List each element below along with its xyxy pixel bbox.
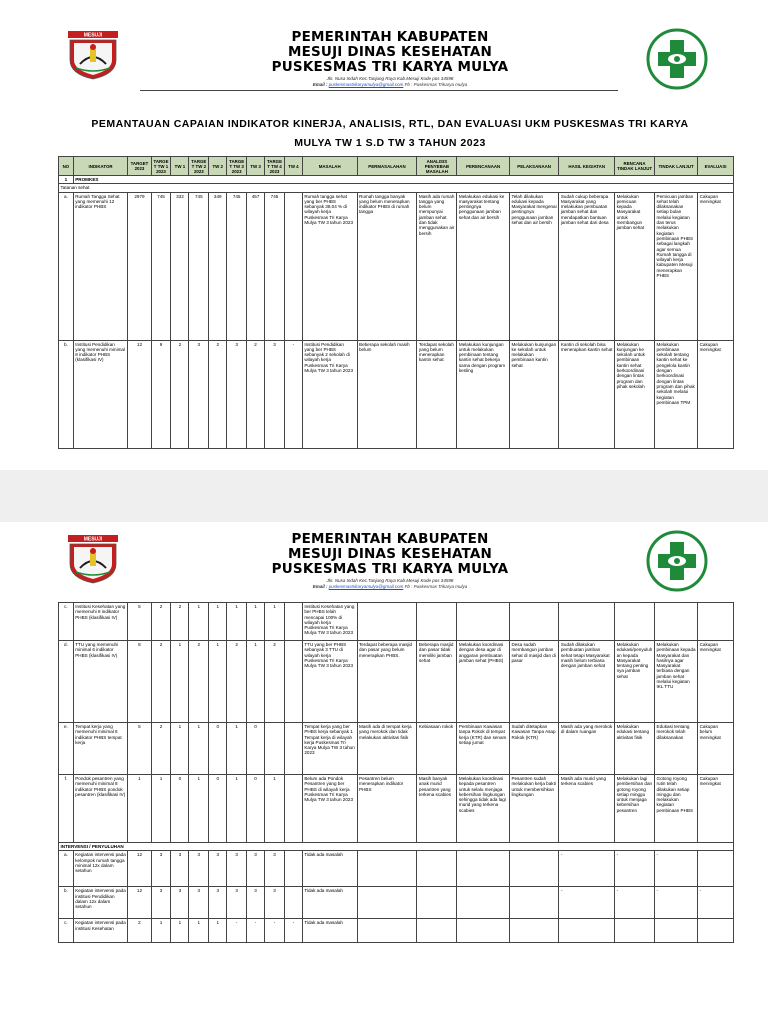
row-tindak: Edukasi tentang merokok telah dilaksanakan (655, 723, 698, 775)
row-value: 8 (128, 641, 151, 723)
row-value: 3 (227, 887, 247, 919)
row-indikator: Pondok pesantren yang memenuhi minimal 8 indikator PHBS pondok pesantren (klasifikasi IV) (73, 775, 128, 843)
row-value: 12 (128, 887, 151, 919)
email-label: Email : (312, 82, 328, 87)
letterhead-line1: PEMERINTAH KABUPATEN (291, 531, 489, 547)
header-cell: INDIKATOR (73, 157, 128, 176)
row-permasalahan: Terdapat beberapa masjid dan pasar yang belum menerapkan PHBS. (357, 641, 417, 723)
letterhead-rule (140, 90, 618, 91)
row-value: 2 (151, 641, 171, 723)
table-row (59, 775, 734, 843)
row-pelaksanaan: Telah dilakukan edukasi kepada Masyarakat mengenai pentingnya penggunaan jamban sehat dan air bersih (509, 192, 558, 340)
row-value: 1 (171, 919, 189, 943)
header-cell: TW 2 (209, 157, 227, 176)
letterhead (0, 0, 768, 92)
row-pelaksanaan (509, 851, 558, 887)
row-tindak: Gotong royong rutin telah dilakukan setiap minggu dan melakukan kegiatan pembinaan PHBS (655, 775, 698, 843)
row-rencana: Melakukan pemicuan kepada Masyarakat untuk membangun jamban sehat (615, 192, 655, 340)
row-masalah: Tidak ada masalah (302, 887, 357, 919)
row-value (284, 641, 302, 723)
row-value: 3 (189, 887, 209, 919)
row-value: 2979 (128, 192, 151, 340)
row-indikator: Institusi Pendidikan yang memenuhi minimal 8 indikator PHBS (klasifikasi IV) (73, 340, 128, 448)
row-evaluasi (698, 919, 734, 943)
row-value: 0 (247, 723, 265, 775)
row-value: 2 (189, 641, 209, 723)
row-permasalahan: Masih ada di tempat kerja yang merokok dan tidak melakukan aktivitas fisik (357, 723, 417, 775)
row-value: - (284, 919, 302, 943)
row-value: 9 (151, 340, 171, 448)
document-title-line2: MULYA TW 1 S.D TW 3 TAHUN 2023 (294, 137, 486, 149)
row-perencanaan: Pembinaan Kawasan tanpa Rokok di tempat kerja (KTR) dan senam setiap jumat (457, 723, 510, 775)
letterhead-address: Jln. Nusa Indah Kec.Tanjung Raya Kab.Mesuji Kode pos 34598 (326, 578, 454, 583)
row-value: 1 (171, 723, 189, 775)
letterhead-email (200, 584, 580, 589)
row-hasil: Sudah cukup beberapa Masyarakat yang melakukan pembuatan jamban sehat dan mendapatkan bantuan jamban sehat dari desa (559, 192, 615, 340)
row-value: 2 (171, 603, 189, 641)
row-hasil: Masih ada murid yang terkena scabies (559, 775, 615, 843)
row-value: 1 (189, 723, 209, 775)
row-value: 0 (209, 775, 227, 843)
row-pelaksanaan (509, 603, 558, 641)
subsection-label: Tatanan sehat (59, 184, 734, 192)
header-cell: HASIL KEGIATAN (559, 157, 615, 176)
letterhead-email (200, 82, 580, 87)
document-title-line1: PEMANTAUAN CAPAIAN INDIKATOR KINERJA, ANALISIS, RTL, DAN EVALUASI UKM PUSKESMAS TRI KARYA (91, 118, 689, 130)
row-no: b. (59, 340, 74, 448)
row-value: 349 (209, 192, 227, 340)
row-pelaksanaan: Desa sudah membangun jamban sehat di masjid dan di pasar (509, 641, 558, 723)
table-row (59, 603, 734, 641)
row-rencana (615, 603, 655, 641)
section-number: 1 (59, 176, 74, 184)
row-value: 3 (209, 851, 227, 887)
row-tindak: Melakukan pembinaan sekolah tentang kantin sehat ke pengelola kantin dengan berkoordinasi dengan lintas program dan pihak sekolah melalui kegiatan pembinaan TPM (655, 340, 698, 448)
row-indikator: Tempat kerja yang memenuhi minimal 6 indikator PHBS tempat kerja (73, 723, 128, 775)
row-analisis (417, 603, 457, 641)
table-row (59, 887, 734, 919)
email-label: Email : (312, 584, 328, 589)
row-value: 332 (171, 192, 189, 340)
row-value: 1 (128, 775, 151, 843)
section-row-intervensi (59, 843, 734, 851)
row-hasil: Kantin di sekolah bisa menerapkan kantin sehat (559, 340, 615, 448)
table-header-row (59, 157, 734, 176)
section-label: INTERVENSI / PENYULUHAN (59, 843, 734, 851)
row-value: 2 (151, 603, 171, 641)
document-page-1 (0, 0, 768, 470)
row-value: 0 (247, 775, 265, 843)
header-cell: NO (59, 157, 74, 176)
header-cell: MASALAH (302, 157, 357, 176)
row-value: 2 (247, 340, 265, 448)
table-row (59, 192, 734, 340)
header-cell: TW 4 (284, 157, 302, 176)
row-value: 3 (247, 887, 265, 919)
row-value: - (265, 919, 285, 943)
row-evaluasi (698, 603, 734, 641)
row-perencanaan (457, 851, 510, 887)
row-value: 1 (209, 919, 227, 943)
row-evaluasi: Cakupan meningkat (698, 192, 734, 340)
row-indikator: Kegiatan intervensi pada kelompok rumah tangga minimal 12x dalam setahun (73, 851, 128, 887)
row-rencana: Melakukan edukasi tentang aktivitas fisik (615, 723, 655, 775)
subsection-row (59, 184, 734, 192)
header-cell: TARGET TW 1 2023 (151, 157, 171, 176)
row-value: 1 (247, 603, 265, 641)
row-value: 1 (265, 603, 285, 641)
row-indikator: Kegiatan intervensi pada institusi Kesehatan (73, 919, 128, 943)
header-cell: PERMASALAHAN (357, 157, 417, 176)
header-cell: PERENCANAAN (457, 157, 510, 176)
row-value: 12 (128, 851, 151, 887)
row-value (284, 775, 302, 843)
row-value: 3 (171, 887, 189, 919)
row-evaluasi: Cakupan meningkat (698, 775, 734, 843)
row-value: 3 (151, 851, 171, 887)
row-analisis: Masih ada rumah tangga yang belum mempunyai jamban sehat dan tidak menggunakan air bersih (417, 192, 457, 340)
email-link[interactable]: puskesmastrikaryamulya@gmail.com (328, 584, 404, 589)
row-value: 1 (189, 775, 209, 843)
row-masalah: Rumah tangga sehat yang ber PHBS sebanyak 38.04 % di wilayah kerja Puskesmas Tri Karya Mulya TW 3 tahun 2023 (302, 192, 357, 340)
row-value: 3 (227, 851, 247, 887)
row-analisis: Terdapat sekolah yang belum menerapkan kantin sehat (417, 340, 457, 448)
header-cell: EVALUASI (698, 157, 734, 176)
row-pelaksanaan (509, 887, 558, 919)
row-tindak: - (655, 851, 698, 887)
row-permasalahan: Pesantren belum menerapkan indikator PHBS (357, 775, 417, 843)
row-perencanaan: Melakukan kunjungan untuk melakukan pembinaan tentang kantin sehat bekerja sama dengan program kesling (457, 340, 510, 448)
row-no: a. (59, 851, 74, 887)
row-value: 2 (227, 641, 247, 723)
letterhead-line2: MESUJI DINAS KESEHATAN (287, 44, 493, 60)
row-tindak: - (655, 887, 698, 919)
row-value (284, 887, 302, 919)
header-cell: TARGET TW 3 2023 (227, 157, 247, 176)
row-analisis: Kebiasaan rokok (417, 723, 457, 775)
row-value (284, 192, 302, 340)
row-hasil: Sudah dilakukan pembuatan jamban sehat tetapi Masyarakat masih belum terbiasa dengan jamban sehat (559, 641, 615, 723)
row-no: c. (59, 919, 74, 943)
row-value: - (284, 340, 302, 448)
row-value: 1 (227, 775, 247, 843)
row-value: 3 (189, 851, 209, 887)
letterhead-line3: PUSKESMAS TRI KARYA MULYA (271, 561, 509, 577)
row-pelaksanaan: Sudah ditetapkan Kawasan Tanpa Asap Rokok (KTR) (509, 723, 558, 775)
header-cell: PELAKSANAAN (509, 157, 558, 176)
letterhead-line1: PEMERINTAH KABUPATEN (291, 29, 489, 45)
row-masalah: Belum ada Pondok Pesantren yang ber PHBS di wilayah kerja Puskesmas Tri Karya Mulya TW 3 tahun 2023 (302, 775, 357, 843)
row-perencanaan: Melakukan koordinasi dengan desa agar di anggaran pembuatan jamban sehat (PHBS) (457, 641, 510, 723)
row-perencanaan: Melakukan edukasi ke masyarakat tentang pentingnya penggunaan jamban sehat dan air bersih (457, 192, 510, 340)
row-value: 2 (265, 641, 285, 723)
row-indikator: Kegiatan intervensi pada institusi Pendidikan dalam 12x dalam setahun (73, 887, 128, 919)
row-no: c. (59, 603, 74, 641)
row-value: 3 (189, 340, 209, 448)
row-no: b. (59, 887, 74, 919)
row-value: 5 (128, 603, 151, 641)
row-value: 3 (265, 340, 285, 448)
row-analisis: Masih banyak anak murid pesantren yang terkena scabies (417, 775, 457, 843)
row-value (284, 603, 302, 641)
row-value: 3 (227, 340, 247, 448)
document-page-2 (0, 522, 768, 1024)
header-cell: TINDAK LANJUT (655, 157, 698, 176)
page-gap (0, 470, 768, 522)
row-indikator: TTU yang memenuhi minimal 6 indikator PHBS (klasifikasi IV) (73, 641, 128, 723)
row-value: 1 (227, 723, 247, 775)
header-cell: TW 3 (247, 157, 265, 176)
row-no: f. (59, 775, 74, 843)
row-value: 3 (171, 851, 189, 887)
row-rencana: - (615, 851, 655, 887)
header-cell: TARGET TW 2 2023 (189, 157, 209, 176)
letterhead-text (200, 30, 580, 87)
row-value: - (247, 919, 265, 943)
row-rencana: Melakukan lagi pembersihan dan gotong royong setiap minggu untuk menjaga kebersihan pesantren (615, 775, 655, 843)
row-value: 3 (265, 851, 285, 887)
row-value: 1 (209, 603, 227, 641)
row-rencana: - (615, 887, 655, 919)
row-permasalahan (357, 603, 417, 641)
row-value: 1 (171, 641, 189, 723)
row-analisis (417, 919, 457, 943)
letterhead (0, 522, 768, 614)
row-masalah: Tidak ada masalah (302, 851, 357, 887)
row-value: 3 (247, 851, 265, 887)
left-logo-text: MESUJI (83, 536, 103, 543)
row-masalah: TTU yang ber PHBS sebanyak 3 TTU di wilayah kerja Puskesmas Tri Karya Mulya TW 3 tahun 2023 (302, 641, 357, 723)
header-cell: TARGET 2023 (128, 157, 151, 176)
row-permasalahan: Beberapa sekolah masih belum (357, 340, 417, 448)
row-masalah: Tempat kerja yang ber PHBS kerja sebanyak 1 Tempat kerja di wilayah kerja Puskesmas Tri Karya Mulya TW 3 tahun 2023 (302, 723, 357, 775)
row-evaluasi: Cakupan meningkat (698, 340, 734, 448)
row-rencana: Melakukan edukasi/penyuluhan kepada Masyarakat tentang penting nya jamban sehat (615, 641, 655, 723)
row-analisis (417, 887, 457, 919)
table-row (59, 851, 734, 887)
row-pelaksanaan: Melakukan kunjungan ke sekolah untuk melakukan pembinaan kantin sehat (509, 340, 558, 448)
row-evaluasi: - (698, 887, 734, 919)
health-cross-logo (646, 530, 708, 592)
row-masalah: Tidak ada masalah (302, 919, 357, 943)
row-value: 1 (151, 775, 171, 843)
mesuji-regency-logo (66, 534, 120, 584)
row-analisis: Beberapa masjid dan pasar tidak memiliki jamban sehat (417, 641, 457, 723)
row-value: 0 (171, 775, 189, 843)
row-value: 1 (151, 919, 171, 943)
row-no: d. (59, 641, 74, 723)
row-hasil: - (559, 887, 615, 919)
row-analisis (417, 851, 457, 887)
section-label: PROMKES (73, 176, 733, 184)
header-cell: TW 1 (171, 157, 189, 176)
table-row (59, 919, 734, 943)
row-indikator: Institusi Kesehatan yang memenuhi 8 indikator PHBS (klasifikasi IV) (73, 603, 128, 641)
row-no: e. (59, 723, 74, 775)
row-evaluasi: Cakupan belum meningkat (698, 723, 734, 775)
header-cell: ANALISIS PENYEBAB MASALAH (417, 157, 457, 176)
letterhead-text (200, 532, 580, 589)
row-masalah: Institusi Pendidikan yang ber PHBS sebanyak 2 sekolah di wilayah kerja Puskesmas Tri Karya Mulya TW 3 tahun 2023 (302, 340, 357, 448)
row-tindak (655, 603, 698, 641)
row-value (284, 723, 302, 775)
header-cell: TARGET TW 4 2023 (265, 157, 285, 176)
row-value: 1 (265, 775, 285, 843)
row-value: 3 (209, 887, 227, 919)
row-value: 3 (151, 887, 171, 919)
row-permasalahan (357, 887, 417, 919)
row-permasalahan (357, 851, 417, 887)
row-value: 2 (209, 340, 227, 448)
row-value: 745 (265, 192, 285, 340)
mesuji-regency-logo (66, 30, 120, 80)
row-hasil (559, 603, 615, 641)
row-tindak (655, 919, 698, 943)
row-indikator: Rumah Tangga Sehat yang memenuhi 12 indikator PHBS (73, 192, 128, 340)
row-no: a. (59, 192, 74, 340)
row-rencana: Melakukan kunjungan ke sekolah untuk pembinaan kantin sehat berkoordinasi dengan lintas program dan pihak sekolah (615, 340, 655, 448)
row-perencanaan: Melakukan koordinasi kepada pesantren untuk selalu menjaga kebersihan lingkungan sehingga tidak ada lagi murid yang terkena scabies (457, 775, 510, 843)
email-link[interactable]: puskesmastrikaryamulya@gmail.com (328, 82, 404, 87)
row-pelaksanaan: Pesantren sudah melakukan kerja bakti untuk membersihkan lingkungan (509, 775, 558, 843)
row-evaluasi: Cakupan meningkat (698, 641, 734, 723)
row-hasil: Masih ada yang merokok di dalam ruangan (559, 723, 615, 775)
letterhead-address: Jln. Nusa Indah Kec.Tanjung Raya Kab.Mesuji Kode pos 34598 (326, 76, 454, 81)
row-value: 1 (227, 603, 247, 641)
row-permasalahan: Rumah tangga banyak yang belum menerapkan indikator PHBS di rumah tangga (357, 192, 417, 340)
row-tindak: Melakukan pembinaan kepada Masyarakat dan hasilnya agar Masyarakat terbiasa dengan jamban sehat melalui kegiatan IKL TTU (655, 641, 698, 723)
table-row (59, 340, 734, 448)
row-value: 12 (128, 340, 151, 448)
row-value: 1 (189, 603, 209, 641)
row-value (284, 851, 302, 887)
email-suffix: Fb : Puskesmas Trikarya mulya (404, 584, 468, 589)
row-masalah: Institusi Kesehatan yang ber PHBS telah mencapai 100% di wilayah kerja Puskesmas Tri Karya Mulya TW 3 tahun 2023 (302, 603, 357, 641)
row-value: - (227, 919, 247, 943)
row-value: 3 (265, 887, 285, 919)
row-hasil: - (559, 851, 615, 887)
row-value: 1 (189, 919, 209, 943)
row-rencana (615, 919, 655, 943)
header-cell: RENCANA TINDAK LANJUT (615, 157, 655, 176)
row-value: 745 (151, 192, 171, 340)
letterhead-line3: PUSKESMAS TRI KARYA MULYA (271, 59, 509, 75)
left-logo-text: MESUJI (83, 32, 103, 39)
row-value: 5 (128, 723, 151, 775)
health-cross-logo (646, 28, 708, 90)
row-pelaksanaan (509, 919, 558, 943)
row-evaluasi (698, 851, 734, 887)
table-row (59, 641, 734, 723)
row-value: 1 (247, 641, 265, 723)
row-tindak: Pemicuan jamban sehat telah dilaksanakan setiap bulan melalui kegiatan dan terus melakukan kegiatan pembinaan PHBS sebagai langkah agar semua Rumah tangga di wilayah kerja kabupaten Mesuji menerapkan PHBS (655, 192, 698, 340)
row-value: 457 (247, 192, 265, 340)
indicator-table-page2 (58, 602, 734, 943)
row-perencanaan (457, 887, 510, 919)
table-row (59, 723, 734, 775)
row-value: 745 (227, 192, 247, 340)
row-permasalahan (357, 919, 417, 943)
row-value: 2 (151, 723, 171, 775)
row-perencanaan (457, 919, 510, 943)
row-value: 1 (209, 641, 227, 723)
row-hasil (559, 919, 615, 943)
row-value (265, 723, 285, 775)
row-value: 745 (189, 192, 209, 340)
letterhead-line2: MESUJI DINAS KESEHATAN (287, 546, 493, 562)
indicator-table-page1 (58, 156, 734, 449)
row-perencanaan (457, 603, 510, 641)
email-suffix: Fb : Puskesmas Trikarya mulya (404, 82, 468, 87)
row-value: 2 (128, 919, 151, 943)
row-value: 2 (171, 340, 189, 448)
row-value: 0 (209, 723, 227, 775)
section-row-promkes (59, 176, 734, 184)
